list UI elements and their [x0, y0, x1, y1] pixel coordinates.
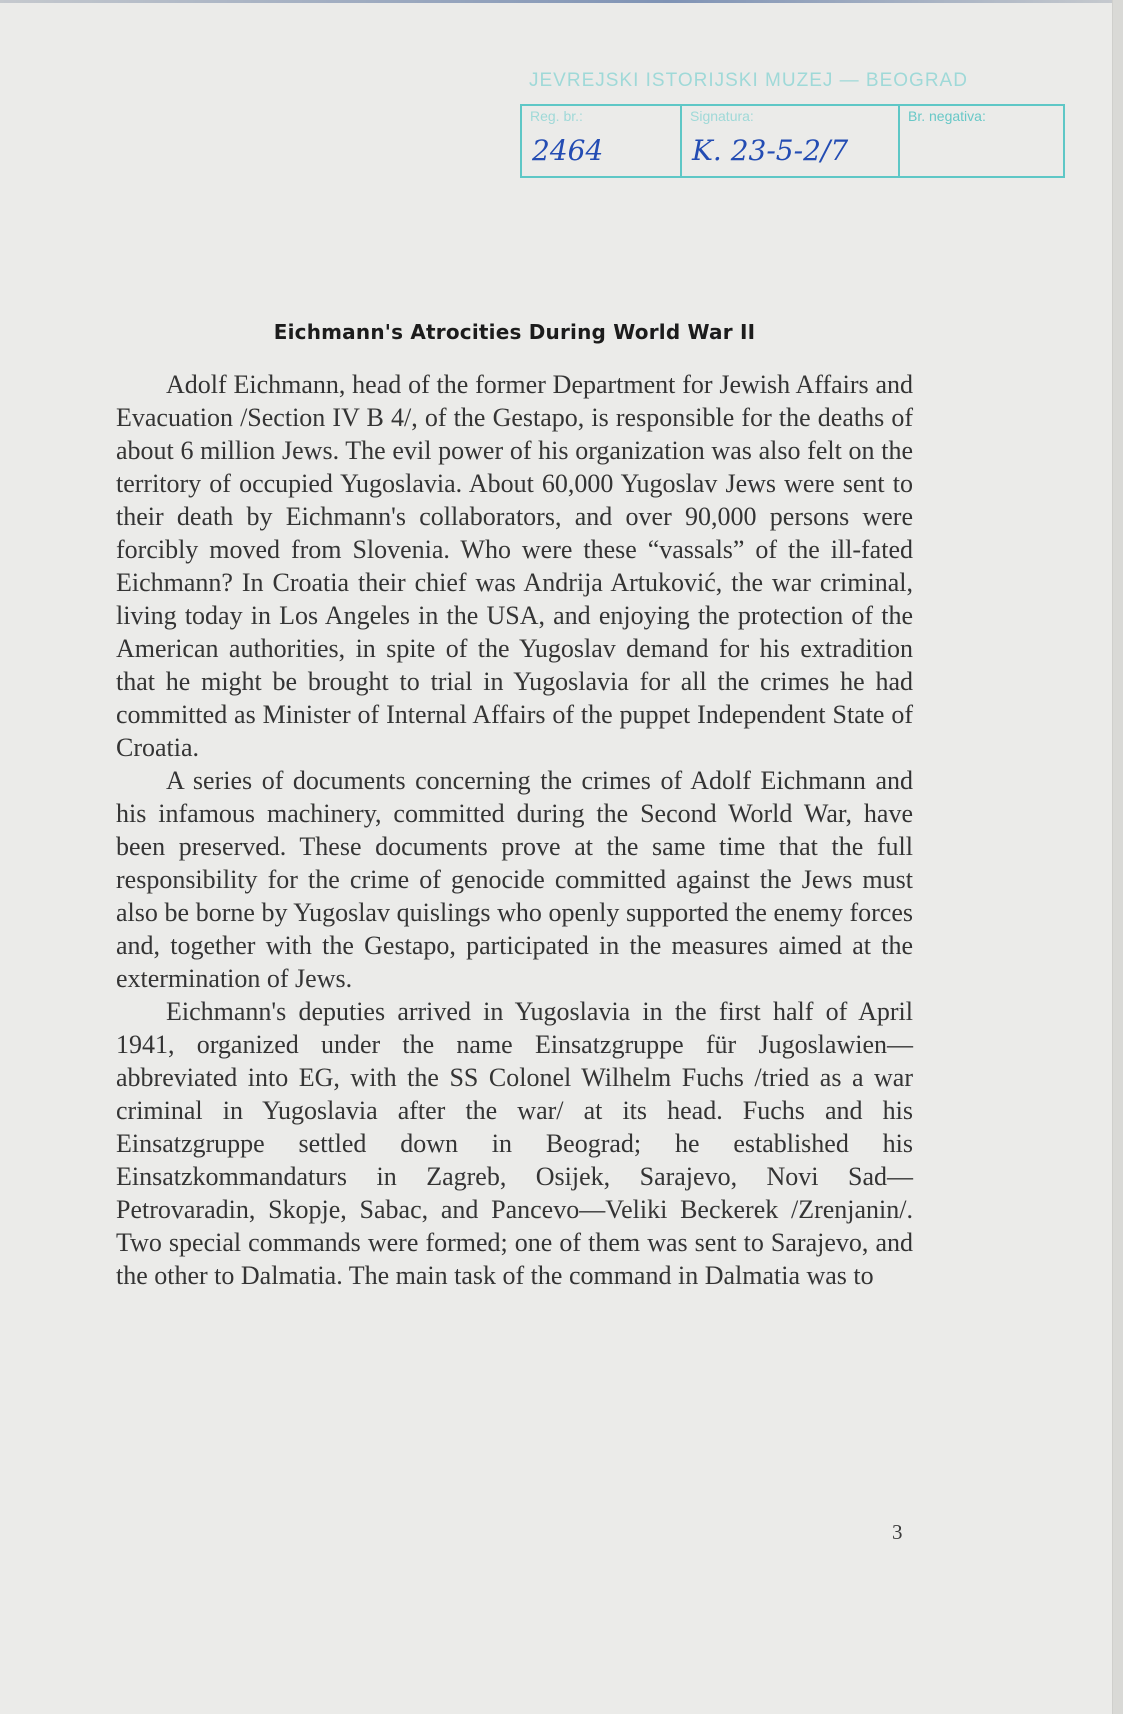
stamp-label-signature: Signatura:: [690, 108, 754, 124]
document-body: [116, 320, 913, 1292]
museum-archive-stamp: [520, 70, 1065, 183]
handwritten-signature-code: K. 23-5-2/7: [692, 134, 849, 167]
stamp-cell-signature: [682, 106, 900, 176]
stamp-cell-reg-no: [522, 106, 682, 176]
body-paragraph-1: Adolf Eichmann, head of the former Department for Jewish Affairs and Evacuation /Section IV B 4/, of the Gestapo, is responsible for the deaths of about 6 million Jews. The evil power of his organization was also felt on the territory of occupied Yugoslavia. About 60,000 Yugoslav Jews were sent to their death by Eichmann's collaborators, and over 90,000 persons were forcibly moved from Slovenia. Who were these “vassals” of the ill-fated Eichmann? In Croatia their chief was Andrija Artuković, the war criminal, living today in Los Angeles in the USA, and enjoying the protection of the American authorities, in spite of the Yugoslav demand for his extradition that he might be brought to trial in Yugoslavia for all the crimes he had committed as Minister of Internal Affairs of the puppet Independent State of Croatia.: [116, 370, 913, 762]
page-number: 3: [892, 1520, 903, 1544]
stamp-cell-negative-no: [900, 106, 1065, 176]
body-paragraph-2: A series of documents concerning the crimes of Adolf Eichmann and his infamous machinery, committed during the Second World War, have been preserved. These documents prove at the same time that the full responsibility for the crime of genocide committed against the Jews must also be borne by Yugoslav quislings who openly supported the enemy forces and, together with the Gestapo, participated in the measures aimed at the extermination of Jews.: [116, 766, 913, 993]
page-top-edge: [0, 0, 1112, 3]
stamp-label-reg-no: Reg. br.:: [530, 108, 583, 124]
stamp-table: [520, 104, 1065, 178]
stamp-label-negative-no: Br. negativa:: [908, 108, 986, 124]
document-title: Eichmann's Atrocities During World War II: [273, 320, 756, 344]
handwritten-reg-no: 2464: [532, 134, 604, 167]
body-paragraph-3: Eichmann's deputies arrived in Yugoslavia in the first half of April 1941, organized under the name Einsatzgruppe für Jugoslawien—abbreviated into EG, with the SS Colonel Wilhelm Fuchs /tried as a war criminal in Yugoslavia after the war/ at its head. Fuchs and his Einsatzgruppe settled down in Beograd; he established his Einsatzkommandaturs in Zagreb, Osijek, Sarajevo, Novi Sad—Petrovaradin, Skopje, Sabac, and Pancevo—Veliki Beckerek /Zrenjanin/. Two special commands were formed; one of them was sent to Sarajevo, and the other to Dalmatia. The main task of the command in Dalmatia was to: [116, 997, 913, 1290]
stamp-museum-name: JEVREJSKI ISTORIJSKI MUZEJ — BEOGRAD: [529, 70, 968, 91]
